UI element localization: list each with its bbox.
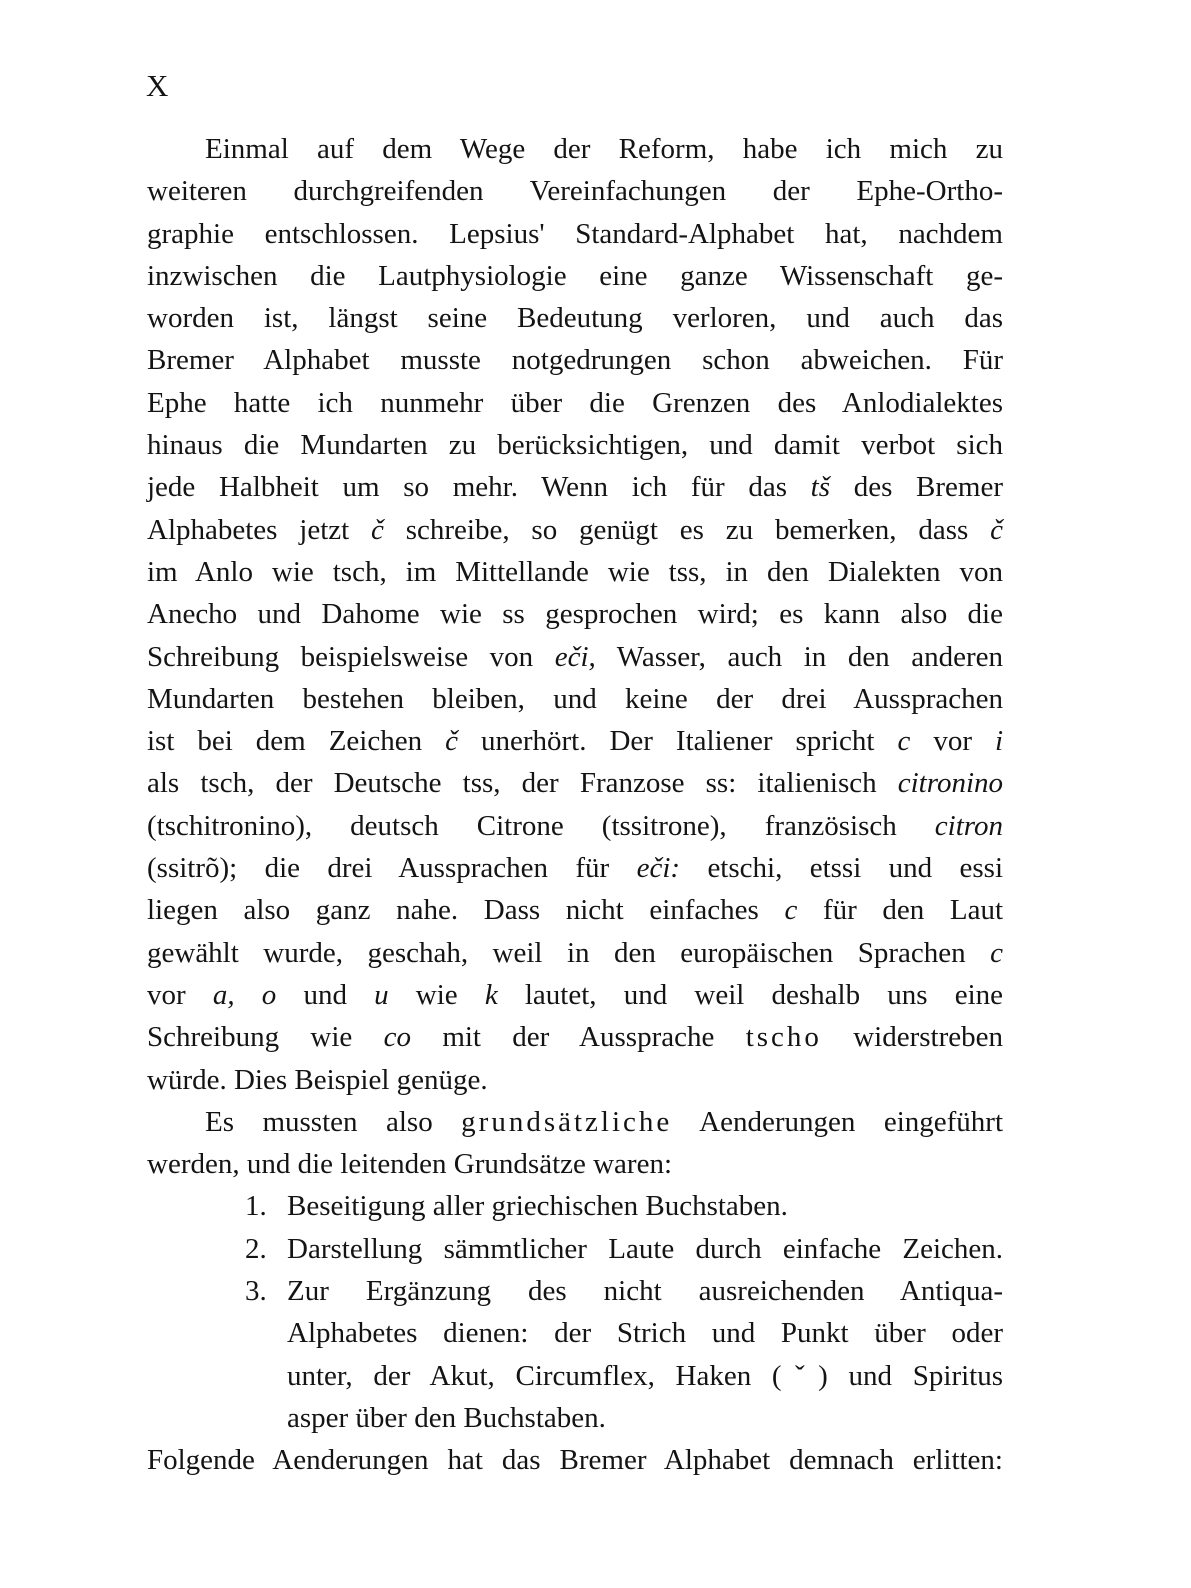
- text-run: unerhört. Der Italiener spricht: [480, 725, 875, 758]
- list-text: Beseitigung aller griechischen Buchstaben.: [287, 1190, 788, 1223]
- text-run: Aenderungen eingeführt: [699, 1105, 1004, 1138]
- italic-term: citronino: [897, 767, 1004, 800]
- list-item: [147, 1270, 1003, 1312]
- list-item-continuation: unter, der Akut, Circumflex, Haken (ˇ) und Spiritus: [287, 1359, 1003, 1392]
- text-run: widerstreben: [853, 1021, 1004, 1054]
- text-line: [147, 466, 1003, 508]
- text-run: etschi, etssi und essi: [707, 852, 1004, 885]
- text-line: [147, 720, 1003, 762]
- text-line: inzwischen die Lautphysiologie eine ganze Wissenschaft ge-: [147, 259, 1003, 292]
- page-number: X: [146, 68, 169, 103]
- italic-term: co: [383, 1021, 411, 1054]
- italic-term: i: [995, 725, 1004, 758]
- list-number: 2.: [245, 1232, 267, 1265]
- list-item: [147, 1228, 1003, 1270]
- text-line: [147, 889, 1003, 931]
- text-run: wie: [415, 978, 458, 1011]
- page-body: [147, 128, 1003, 1482]
- list-number: 1.: [245, 1190, 267, 1223]
- text-run: Schreibung wie: [147, 1021, 353, 1054]
- italic-term: citron: [934, 809, 1003, 842]
- italic-term: č: [445, 725, 458, 758]
- text-run: ist bei dem Zeichen: [147, 725, 423, 758]
- italic-term: k: [484, 978, 498, 1011]
- text-run: Alphabetes jetzt: [147, 513, 350, 546]
- list-text: Zur Ergänzung des nicht ausreichenden Antiqua-: [287, 1275, 1003, 1308]
- text-run: lautet, und weil deshalb uns eine: [524, 978, 1003, 1011]
- text-line: [147, 932, 1003, 974]
- principles-list: [147, 1185, 1003, 1439]
- text-run: als tsch, der Deutsche tss, der Franzose ss: italienisch: [147, 767, 877, 800]
- text-line: Mundarten bestehen bleiben, und keine der drei Aussprachen: [147, 682, 1003, 715]
- italic-term: eči,: [554, 640, 596, 673]
- text-line: weiteren durchgreifenden Vereinfachungen der Ephe-Ortho-: [147, 175, 1003, 208]
- italic-term: o: [261, 978, 277, 1011]
- text-line: [147, 762, 1003, 804]
- text-line: [147, 805, 1003, 847]
- text-run: mit der Aussprache: [442, 1021, 715, 1054]
- italic-term: č: [371, 513, 384, 546]
- text-run: (tschitronino), deutsch Citrone (tssitrone), französisch: [147, 809, 897, 842]
- italic-term: u: [374, 978, 389, 1011]
- text-run: und: [303, 978, 347, 1011]
- text-line: werden, und die leitenden Grundsätze waren:: [147, 1148, 673, 1181]
- text-run: Es mussten also: [205, 1105, 433, 1138]
- text-run: liegen also ganz nahe. Dass nicht einfaches: [147, 894, 759, 927]
- text-run: jede Halbheit um so mehr. Wenn ich für das: [147, 471, 787, 504]
- text-line: [147, 847, 1003, 889]
- text-line: Einmal auf dem Wege der Reform, habe ich mich zu: [205, 133, 1003, 165]
- text-line: [147, 1016, 1003, 1058]
- italic-term: eči:: [636, 852, 681, 885]
- paragraph-principles-intro: [147, 1101, 1003, 1186]
- italic-term: tš: [810, 471, 831, 504]
- text-line: [147, 1101, 1003, 1143]
- text-run: schreibe, so genügt es zu bemerken, dass: [405, 513, 969, 546]
- list-item: [147, 1185, 1003, 1227]
- list-item-continuation: asper über den Buchstaben.: [287, 1401, 606, 1434]
- text-run: vor: [147, 978, 186, 1011]
- text-line: Bremer Alphabet musste notgedrungen schon abweichen. Für: [147, 344, 1003, 377]
- spaced-term: grundsätzliche: [461, 1105, 673, 1138]
- spaced-term: tscho: [745, 1021, 822, 1054]
- text-line: hinaus die Mundarten zu berücksichtigen, und damit verbot sich: [147, 429, 1003, 462]
- text-line: worden ist, längst seine Bedeutung verloren, und auch das: [147, 302, 1003, 335]
- italic-term: c: [784, 894, 798, 927]
- text-run: für den Laut: [822, 894, 1004, 927]
- text-line: würde. Dies Beispiel genüge.: [147, 1063, 488, 1096]
- text-run: Schreibung beispielsweise von: [147, 640, 534, 673]
- text-line: Ephe hatte ich nunmehr über die Grenzen des Anlodialektes: [147, 386, 1003, 419]
- italic-term: c: [990, 936, 1004, 969]
- list-item-continuation: Alphabetes dienen: der Strich und Punkt über oder: [287, 1317, 1003, 1350]
- text-line: [147, 509, 1003, 551]
- text-line: im Anlo wie tsch, im Mittellande wie tss, in den Dialekten von: [147, 555, 1003, 588]
- text-run: Wasser, auch in den anderen: [616, 640, 1003, 673]
- text-run: gewählt wurde, geschah, weil in den europäischen Sprachen: [147, 936, 966, 969]
- text-run: vor: [933, 725, 972, 758]
- list-number: 3.: [245, 1275, 267, 1308]
- text-line: Anecho und Dahome wie ss gesprochen wird; es kann also die: [147, 598, 1003, 631]
- italic-term: č: [990, 513, 1004, 546]
- text-line: [147, 974, 1003, 1016]
- italic-term: c: [897, 725, 911, 758]
- text-line: graphie entschlossen. Lepsius' Standard-Alphabet hat, nachdem: [147, 217, 1003, 250]
- text-run: (ssitrõ); die drei Aussprachen für: [147, 852, 610, 885]
- text-line: [147, 636, 1003, 678]
- list-text: Darstellung sämmtlicher Laute durch einfache Zeichen.: [287, 1232, 1003, 1265]
- closing-line: Folgende Aenderungen hat das Bremer Alphabet demnach erlitten:: [147, 1444, 1003, 1477]
- paragraph-reform: [147, 128, 1003, 1101]
- text-run: des Bremer: [853, 471, 1003, 504]
- italic-term: a,: [212, 978, 235, 1011]
